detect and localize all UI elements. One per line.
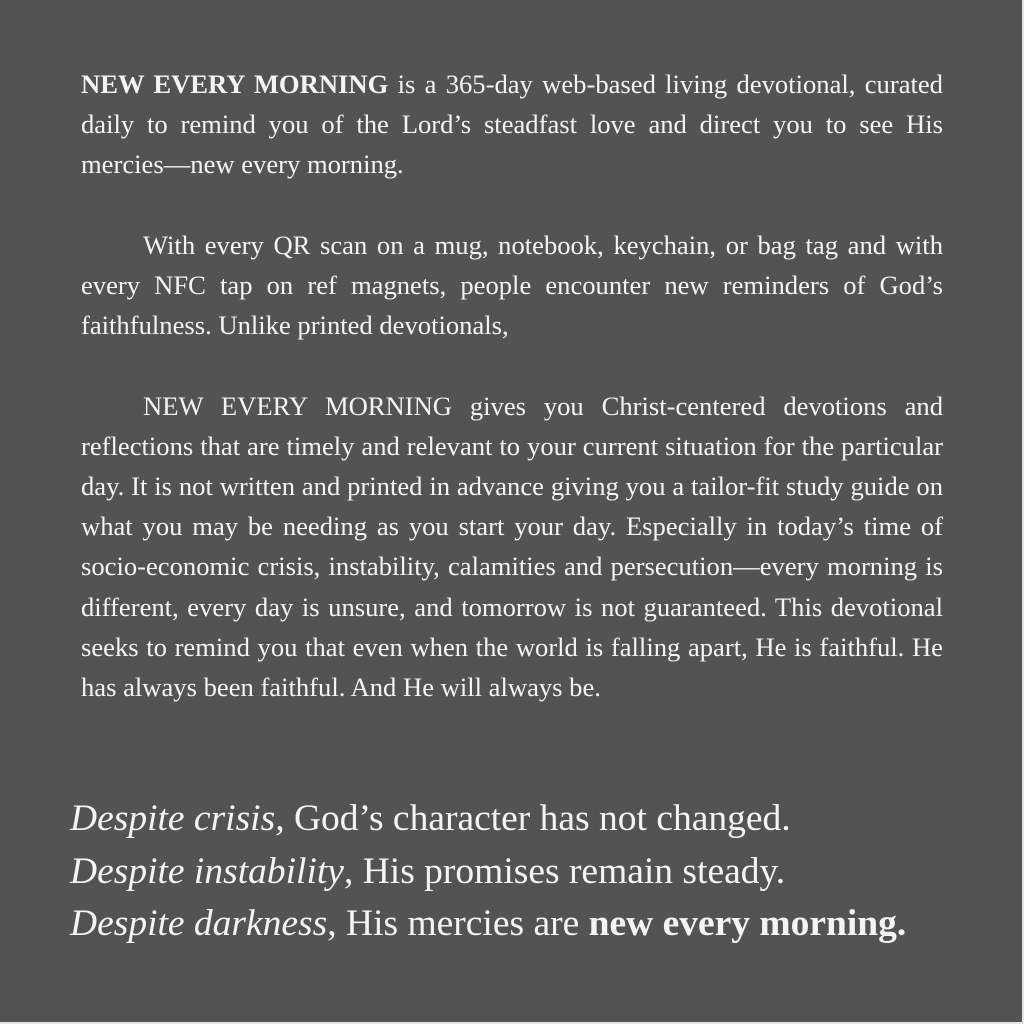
paragraph-intro-text: is a 365-day web-based living devotional, curated daily to remind you of the Lord’s steadfast love and direct you to see His mercies—new every morning. (81, 69, 943, 180)
paragraph-description (81, 386, 943, 708)
closing-line-instability (70, 846, 990, 899)
brand-name-bold: NEW EVERY MORNING (81, 69, 389, 99)
paragraph-description-text: gives you Christ-centered devotions and reflections that are timely and relevant to your current situation for the particular day. It is not written and printed in advance giving you a tailor-fit study guide on what you may be needing as you start your day. Especially in today’s time of socio-economic crisis, instability, calamities and persecution—every morning is different, every day is unsure, and tomorrow is not guaranteed. This devotional seeks to remind you that even when the world is falling apart, He is faithful. He has always been faithful. And He will always be. (81, 390, 944, 703)
closing-line-crisis-italic: Despite crisis, (70, 798, 285, 839)
closing-line-darkness (70, 898, 990, 951)
paragraph-intro (81, 64, 943, 185)
closing-line-crisis (70, 793, 990, 846)
brand-name: NEW EVERY MORNING (143, 390, 453, 421)
closing-line-darkness-text: , His mercies are (327, 903, 589, 944)
closing-stanza (70, 793, 990, 951)
closing-line-darkness-bold: new every morning. (588, 903, 907, 944)
paragraph-qr-nfc (81, 225, 943, 346)
closing-line-instability-text: , His promises remain steady. (343, 850, 786, 892)
closing-line-crisis-text: God’s character has not changed. (284, 798, 791, 839)
body-text (81, 64, 943, 707)
closing-line-darkness-italic: Despite darkness (70, 903, 328, 944)
closing-line-instability-italic: Despite instability (70, 850, 344, 892)
paragraph-qr-nfc-text: With every QR scan on a mug, notebook, keychain, or bag tag and with every NFC tap on ref magnets, people encounter new reminders of God’s faithfulness. Unlike printed devotionals, (81, 229, 943, 341)
